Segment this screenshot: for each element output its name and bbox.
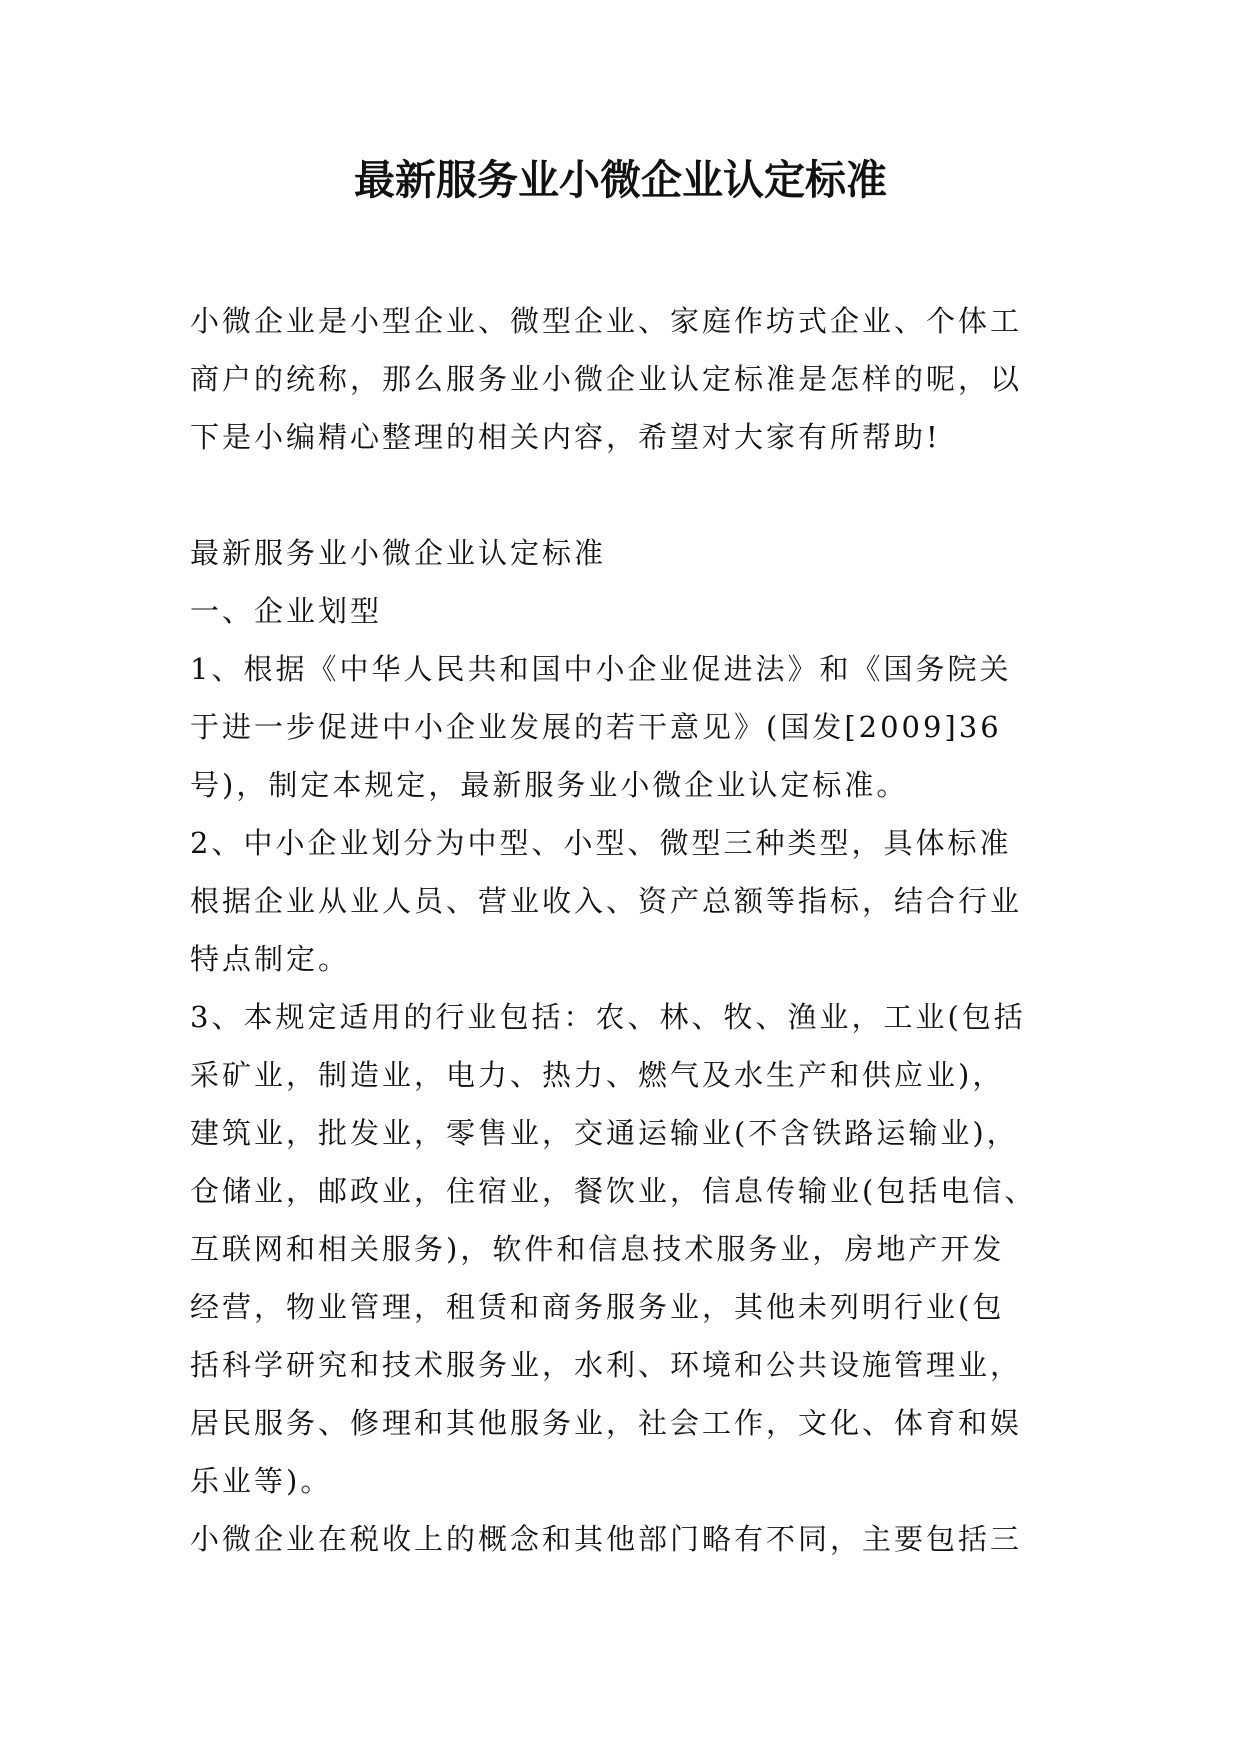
text-line: 商户的统称，那么服务业小微企业认定标准是怎样的呢，以: [190, 362, 1023, 396]
section-heading: 最新服务业小微企业认定标准: [190, 536, 607, 570]
text-line: 小微企业是小型企业、微型企业、家庭作坊式企业、个体工: [190, 304, 1023, 338]
text-line: 居民服务、修理和其他服务业，社会工作，文化、体育和娱: [190, 1406, 1023, 1440]
text-line: 采矿业，制造业，电力、热力、燃气及水生产和供应业)，: [190, 1058, 1005, 1092]
document-body: [190, 292, 1070, 1568]
text-line: 根据企业从业人员、营业收入、资产总额等指标，结合行业: [190, 884, 1023, 918]
text-line: 下是小编精心整理的相关内容，希望对大家有所帮助!: [190, 420, 941, 454]
text-line: 括科学研究和技术服务业，水利、环境和公共设施管理业，: [190, 1348, 1023, 1382]
text-line: 特点制定。: [190, 942, 351, 976]
text-line: 小微企业在税收上的概念和其他部门略有不同，主要包括三: [190, 1522, 1023, 1556]
text-line: 乐业等)。: [190, 1464, 333, 1498]
subsection-heading: 一、企业划型: [190, 594, 383, 628]
text-line: 3、本规定适用的行业包括：农、林、牧、渔业，工业(包括: [190, 1000, 1026, 1034]
text-line: 互联网和相关服务)，软件和信息技术服务业，房地产开发: [190, 1232, 1005, 1266]
text-line: 仓储业，邮政业，住宿业，餐饮业，信息传输业(包括电信、: [190, 1174, 1037, 1208]
text-line: 1、根据《中华人民共和国中小企业促进法》和《国务院关: [190, 652, 1012, 686]
text-line: 于进一步促进中小企业发展的若干意见》(国发[2009]36: [190, 710, 1002, 744]
text-line: 号)，制定本规定，最新服务业小微企业认定标准。: [190, 768, 909, 802]
text-line: 经营，物业管理，租赁和商务服务业，其他未列明行业(包: [190, 1290, 1005, 1324]
paragraph-gap: [190, 466, 1070, 524]
intro-paragraph: [190, 292, 1070, 466]
document-title: 最新服务业小微企业认定标准: [354, 156, 887, 204]
main-content: [190, 524, 1070, 1568]
text-line: 建筑业，批发业，零售业，交通运输业(不含铁路运输业)，: [190, 1116, 1019, 1150]
text-line: 2、中小企业划分为中型、小型、微型三种类型，具体标准: [190, 826, 1012, 860]
